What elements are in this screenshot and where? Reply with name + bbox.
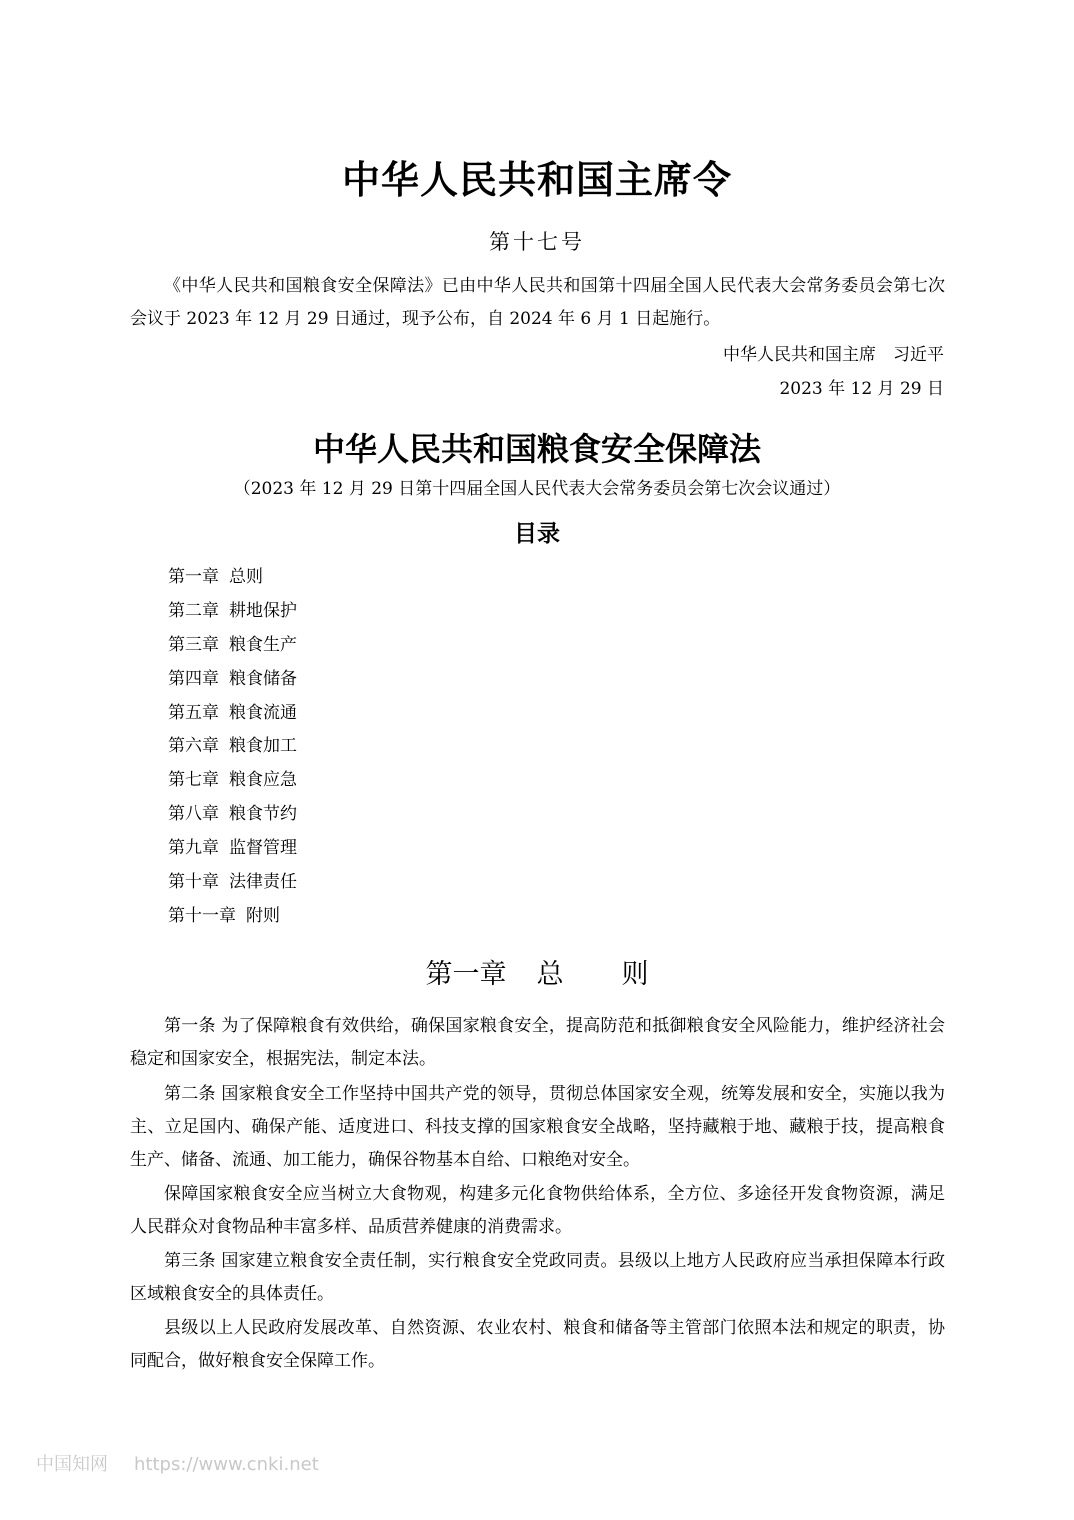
- toc-item: [168, 697, 297, 731]
- toc-chapter: 第八章: [168, 804, 219, 825]
- article-2: 第二条 国家粮食安全工作坚持中国共产党的领导，贯彻总体国家安全观，统筹发展和安全，实施以我为主、立足国内、确保产能、适度进口、科技支撑的国家粮食安全战略，坚持藏粮于地、藏粮于技，提高粮食生产、储备、流通、加工能力，确保谷物基本自给、口粮绝对安全。: [130, 1084, 945, 1170]
- toc-item: [168, 561, 297, 595]
- toc-chapter-name: 粮食储备: [229, 668, 297, 689]
- order-body: 《中华人民共和国粮食安全保障法》已由中华人民共和国第十四届全国人民代表大会常务委员会第七次会议于 2023 年 12 月 29 日通过，现予公布，自 2024 年 6 月 1 日起施行。: [130, 276, 945, 329]
- toc-chapter: 第九章: [168, 838, 219, 859]
- toc-chapter-name: 粮食流通: [229, 702, 297, 723]
- toc-chapter: 第一章: [168, 567, 219, 587]
- watermark-brand: 中国知网: [36, 1454, 108, 1475]
- watermark-url: https://www.cnki.net: [134, 1454, 319, 1475]
- toc-chapter: 第七章: [168, 770, 219, 791]
- order-number: 第十七号: [489, 230, 585, 254]
- order-signatory: 中华人民共和国主席 习近平: [723, 345, 944, 365]
- article-3: 第三条 国家建立粮食安全责任制，实行粮食安全党政同责。县级以上地方人民政府应当承担保障本行政区域粮食安全的具体责任。: [130, 1251, 945, 1304]
- toc-chapter: 第十章: [168, 872, 219, 893]
- toc-item: [168, 764, 297, 798]
- toc-chapter: 第三章: [168, 634, 219, 655]
- toc-item: [168, 900, 297, 934]
- toc-chapter-name: 粮食节约: [229, 804, 297, 825]
- toc-chapter-name: 法律责任: [229, 872, 297, 893]
- toc-item: [168, 730, 297, 764]
- toc-item: [168, 832, 297, 866]
- chapter-label: 第一章: [425, 959, 507, 990]
- table-of-contents: [168, 561, 297, 934]
- order-title: 中华人民共和国主席令: [341, 158, 732, 202]
- toc-heading: 目录: [514, 521, 560, 547]
- toc-chapter-name: 粮食加工: [229, 736, 297, 757]
- law-subtitle: （2023 年 12 月 29 日第十四届全国人民代表大会常务委员会第七次会议通过）: [233, 479, 841, 499]
- toc-item: [168, 595, 297, 629]
- toc-chapter: 第四章: [168, 668, 219, 689]
- article-3-para-2: 县级以上人民政府发展改革、自然资源、农业农村、粮食和储备等主管部门依照本法和规定的职责，协同配合，做好粮食安全保障工作。: [130, 1318, 945, 1371]
- toc-chapter-name: 耕地保护: [229, 600, 297, 621]
- chapter-heading: [0, 952, 1074, 998]
- toc-chapter: 第六章: [168, 736, 219, 757]
- toc-chapter-name: 附则: [246, 905, 280, 926]
- toc-item: [168, 798, 297, 832]
- law-title: 中华人民共和国粮食安全保障法: [312, 430, 761, 468]
- toc-item: [168, 866, 297, 900]
- toc-chapter-name: 监督管理: [229, 838, 297, 859]
- cnki-watermark: [36, 1450, 319, 1480]
- toc-chapter: 第五章: [168, 702, 219, 723]
- toc-chapter-name: 粮食生产: [229, 634, 297, 655]
- toc-chapter-name: 总则: [229, 567, 263, 587]
- toc-chapter: 第十一章: [168, 905, 236, 926]
- article-2-para-2: 保障国家粮食安全应当树立大食物观，构建多元化食物供给体系，全方位、多途径开发食物资源，满足人民群众对食物品种丰富多样、品质营养健康的消费需求。: [130, 1184, 945, 1237]
- chapter-name-part2: 则: [621, 959, 649, 990]
- order-date: 2023 年 12 月 29 日: [779, 379, 944, 399]
- chapter-name-part1: 总: [536, 959, 564, 990]
- toc-chapter: 第二章: [168, 600, 219, 621]
- toc-item: [168, 663, 297, 697]
- toc-item: [168, 629, 297, 663]
- article-1: 第一条 为了保障粮食有效供给，确保国家粮食安全，提高防范和抵御粮食安全风险能力，维护经济社会稳定和国家安全，根据宪法，制定本法。: [130, 1016, 945, 1069]
- toc-chapter-name: 粮食应急: [229, 770, 297, 791]
